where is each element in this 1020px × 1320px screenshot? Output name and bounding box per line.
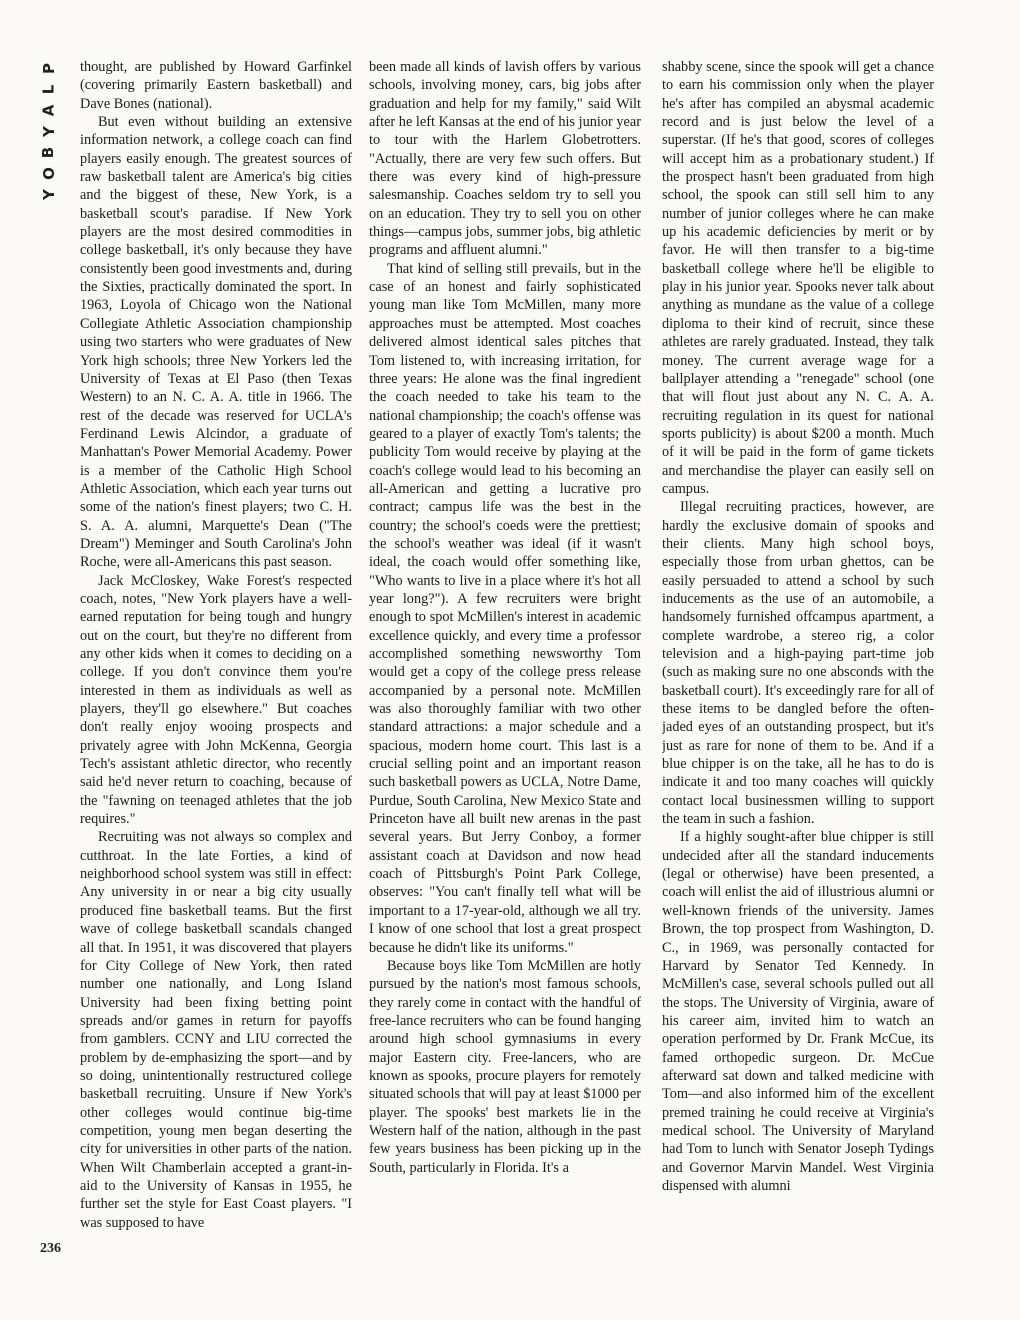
- text-column-2: [369, 58, 641, 1258]
- running-head-letter: Y: [39, 126, 58, 137]
- paragraph: Illegal recruiting practices, however, are hardly the exclusive domain of spooks and their clients. Many high school boys, especially those from urban ghettos, can be easily persuaded to attend a school by such inducements as the use of an automobile, a handsomely furnished offcampus apartment, a complete wardrobe, a stereo rig, a color television and a high-paying part-time job (such as making sure no one absconds with the basketball court). It's exceedingly rare for all of these items to be dangled before the often-jaded eyes of an outstanding prospect, but it's just as rare for none of them to be. And if a blue chipper is on the take, all he has to do is indicate it and too many coaches will quickly contact local businessmen willing to support the team in such a fashion.: [662, 499, 934, 828]
- text-column-3: [662, 58, 934, 1258]
- page-number: 236: [40, 1241, 61, 1256]
- running-head-letter: Y: [39, 189, 58, 200]
- text-column-1: [80, 58, 352, 1258]
- running-head-letter: P: [39, 63, 58, 74]
- paragraph: thought, are published by Howard Garfinkel (covering primarily Eastern basketball) and Dave Bones (national).: [80, 59, 352, 112]
- paragraph: But even without building an extensive information network, a college coach can find players easily enough. The greatest sources of raw basketball talent are America's big cities and the biggest of these, New York, is a basketball scout's paradise. If New York players are the most desired commodities in college basketball, it's only because they have consistently been good investments and, during the Sixties, practically dominated the sport. In 1963, Loyola of Chicago won the National Collegiate Athletic Association championship using two starters who were graduates of New York high schools; three New Yorkers led the University of Texas at El Paso (then Texas Western) to an N. C. A. A. title in 1966. The rest of the decade was reserved for UCLA's Ferdinand Lewis Alcindor, a graduate of Manhattan's Power Memorial Academy. Power is a member of the Catholic High School Athletic Association, which each year turns out some of the nation's finest players; two C. H. S. A. A. alumni, Marquette's Dean ("The Dream") Meminger and South Carolina's John Roche, were all-Americans this past season.: [80, 114, 352, 571]
- running-head-letter: A: [39, 104, 58, 117]
- magazine-running-head: [38, 58, 60, 205]
- paragraph: Recruiting was not always so complex and cutthroat. In the late Forties, a kind of neighborhood school system was still in effect: Any university in or near a big city usually produced fine basketball teams. But the first wave of college basketball scandals changed all that. In 1951, it was discovered that players for City College of New York, then rated number one nationally, and Long Island University had been fixing betting point spreads and/or games in return for payoffs from gamblers. CCNY and LIU corrected the problem by de-emphasizing the sport—and by so doing, unintentionally restructured college basketball recruiting. Unsure if New York's other colleges would continue big-time competition, young men began deserting the city for universities in other parts of the nation. When Wilt Chamberlain accepted a grant-in-aid to the University of Kansas in 1955, he further set the style for East Coast players. "I was supposed to have: [80, 829, 352, 1231]
- paragraph: been made all kinds of lavish offers by various schools, involving money, cars, big jobs after graduation and help for my family," said Wilt after he left Kansas at the end of his junior year to tour with the Harlem Globetrotters. "Actually, there are very few such offers. But there was every kind of high-pressure salesmanship. Coaches seldom try to sell you on an education. They try to sell you on other things—campus jobs, summer jobs, big athletic programs and affluent alumni.": [369, 59, 641, 259]
- paragraph: If a highly sought-after blue chipper is still undecided after all the standard inducements (legal or otherwise) have been presented, a coach will enlist the aid of illustrious alumni or well-known friends of the university. James Brown, the top prospect from Washington, D. C., in 1969, was personally contacted for Harvard by Senator Ted Kennedy. In McMillen's case, several schools pulled out all the stops. The University of Virginia, aware of his career aim, invited him to watch an operation performed by Dr. Frank McCue, its famed orthopedic surgeon. Dr. McCue afterward sat down and talked medicine with Tom—and also informed him of the excellent premed training he could receive at Virginia's medical school. The University of Maryland had Tom to lunch with Senator Joseph Tydings and Governor Marvin Mandel. West Virginia dispensed with alumni: [662, 829, 934, 1194]
- paragraph: shabby scene, since the spook will get a chance to earn his commission only when the player he's after has compiled an abysmal academic record and is just below the level of a superstar. (If he's that good, scores of colleges will accept him as a probationary student.) If the prospect hasn't been graduated from high school, the spook can still sell him to any number of junior colleges where he can make up his academic deficiencies by merit or by favor. He will then transfer to a big-time basketball college where he'll be eligible to play in his junior year. Spooks never talk about anything as mundane as the value of a college diploma to their kind of recruit, since these athletes are rarely graduated. Instead, they talk money. The current average wage for a ballplayer attending a "renegade" school (one that will flout just about any N. C. A. A. recruiting regulation in its quest for national sports publicity) is about $200 a month. Much of it will be paid in the form of game tickets and merchandise the player can easily sell on campus.: [662, 59, 934, 497]
- paragraph: Jack McCloskey, Wake Forest's respected coach, notes, "New York players have a well-earned reputation for being tough and hungry out on the court, but they're no different from any other kids when it comes to deciding on a college. If you don't convince them you're interested in them as individuals as well as players, they'll go elsewhere." But coaches don't really enjoy wooing prospects and privately agree with John McKenna, Georgia Tech's assistant athletic director, who recently said he'd never return to coaching, because of the "fawning on teenaged athletes that the job requires.": [80, 572, 352, 828]
- running-head-letter: O: [39, 167, 58, 180]
- paragraph: Because boys like Tom McMillen are hotly pursued by the nation's most famous schools, they rarely come in contact with the handful of free-lance recruiters who can be found hanging around high school gymnasiums in every major Eastern city. Free-lancers, who are known as spooks, procure players for remotely situated schools that will pay at least $1000 per player. The spooks' best markets lie in the Western half of the nation, although in the past few years business has been picking up in the South, particularly in Florida. It's a: [369, 957, 641, 1176]
- paragraph: That kind of selling still prevails, but in the case of an honest and fairly sophisticated young man like Tom McMillen, many more approaches must be attempted. Most coaches delivered almost identical sales pitches that Tom listened to, with increasing irritation, for three years: He alone was the final ingredient the coach needed to take his team to the national championship; the coach's offense was geared to a player of exactly Tom's talents; the publicity Tom would receive by playing at the coach's college would lead to his becoming an all-American and getting a lucrative pro contract; campus life was the best in the country; the school's coeds were the prettiest; the school's weather was ideal (if it wasn't ideal, the coach would offer something like, "Who wants to live in a place where it's hot all year long?"). A few recruiters were bright enough to spot McMillen's interest in academic excellence quickly, and every time a professor accomplished something newsworthy Tom would get a copy of the college press release accompanied by a personal note. McMillen was also thoroughly familiar with two other standard attractions: a major schedule and a spacious, modern home court. This last is a crucial selling point and an important reason such basketball powers as UCLA, Notre Dame, Purdue, South Carolina, New Mexico State and Princeton have all built new arenas in the past several years. But Jerry Conboy, a former assistant coach at Davidson and now head coach of Pittsburgh's Point Park College, observes: "You can't finally tell what will be important to a 17-year-old, although we all try. I know of one school that lost a great prospect because he didn't like its uniforms.": [369, 260, 641, 956]
- running-head-letter: B: [39, 146, 58, 159]
- running-head-letter: L: [39, 84, 58, 95]
